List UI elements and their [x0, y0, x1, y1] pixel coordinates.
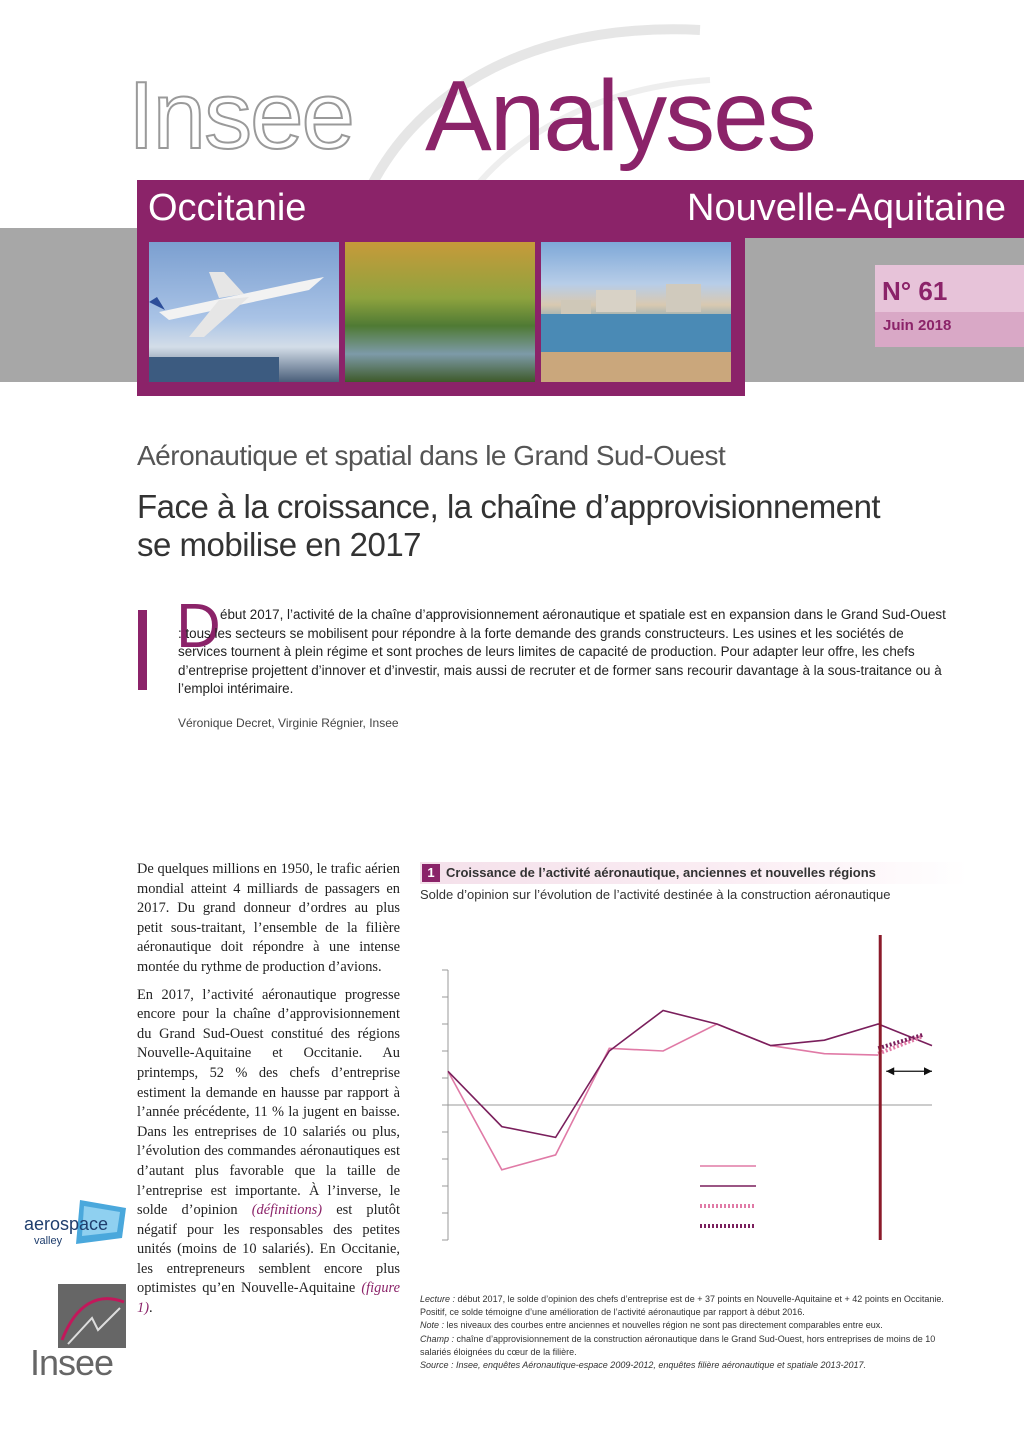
note-champ: [420, 1333, 960, 1359]
figure-title: Croissance de l’activité aéronautique, anciennes et nouvelles régions: [446, 865, 876, 880]
link-definitions[interactable]: (définitions): [251, 1202, 323, 1219]
link-figure-1[interactable]: (figure 1): [137, 1280, 400, 1317]
region-nouvelle-aquitaine: Nouvelle-Aquitaine: [687, 187, 1006, 229]
body-paragraph-1: De quelques millions en 1950, le trafic aérien mondial atteint 4 milliards de passagers en 2017. Du grand donneur d’ordres au plus petit sous-traitant, l’ensemble de la filière aéronautique doit répondre à une intense montée du rythme de production d’avions.: [137, 861, 400, 975]
intro-paragraph: ébut 2017, l’activité de la chaîne d’approvisionnement aéronautique et spatiale est en expansion dans le Grand Sud-Ouest : tous les secteurs se mobilisent pour répondre à la forte demande des grands constructeurs. Les usines et les sociétés de services tournent à plein régime et sont proches de leurs limites de capacité de production. Pour adapter leur offre, les chefs d’entreprise projettent d’innover et d’investir, mais aussi de recruter et de former sans recourir davantage à la sous-traitance ou à l’emploi intérimaire.: [178, 607, 946, 696]
authors-line: Véronique Decret, Virginie Régnier, Insee: [178, 716, 399, 730]
body-paragraph-2-part-b: est plutôt négatif pour les responsables des petites unités (moins de 10 salariés). En Occitanie, les entrepreneurs semblent encore plus optimistes qu’en Nouvelle-Aquitaine: [137, 1202, 400, 1297]
figure-subtitle: Solde d’opinion sur l’évolution de l’activité destinée à la construction aéronautique: [420, 887, 891, 902]
note-source: [420, 1359, 960, 1372]
insee-logo-mark: [58, 1284, 126, 1348]
article-kicker: Aéronautique et spatial dans le Grand Sud-Ouest: [137, 440, 726, 471]
series-line-2: [448, 1011, 932, 1138]
figure-number-badge: 1: [422, 864, 440, 882]
figure-notes: [420, 1293, 960, 1372]
chart-forecast-marker: [880, 935, 932, 1240]
brand-insee: Insee: [128, 62, 353, 169]
series-line-1: [448, 1024, 878, 1170]
note-source-text: Insee, enquêtes Aéronautique-espace 2009-2012, enquêtes filière aéronautique et spatiale 2013-2017.: [453, 1360, 867, 1371]
body-paragraph-2: [137, 986, 400, 1319]
aerospace-logo-line2: valley: [34, 1235, 63, 1247]
photo-autumn-park: [345, 242, 535, 382]
region-occitanie: Occitanie: [148, 187, 307, 229]
issue-date: Juin 2018: [883, 317, 952, 334]
chart-legend: [700, 1166, 756, 1226]
note-lecture: [420, 1293, 960, 1319]
forecast-arrow-head-right: [924, 1067, 932, 1075]
note-champ-label: Champ :: [420, 1333, 455, 1344]
forecast-arrow-head-left: [886, 1067, 894, 1075]
brand-analyses: Analyses: [425, 60, 815, 172]
note-note: [420, 1319, 960, 1332]
note-source-label: Source :: [420, 1360, 454, 1371]
series-line-3: [878, 1036, 923, 1054]
insee-logo-wordmark: Insee: [30, 1342, 114, 1383]
body-paragraph-2-part-c: .: [149, 1300, 153, 1317]
photo-beach: [541, 242, 731, 382]
note-lecture-label: Lecture :: [420, 1294, 456, 1304]
aerospace-logo-line1: aerospace: [24, 1214, 109, 1234]
note-champ-text: chaîne d’approvisionnement de la construction aéronautique dans le Grand Sud-Ouest, hors entreprises de moins de 10 salariés éloignées du cœur de la filière.: [420, 1333, 936, 1357]
note-note-text: les niveaux des courbes entre anciennes et nouvelles région ne sont pas directement comparables entre eux.: [444, 1320, 883, 1331]
article-headline: Face à la croissance, la chaîne d’approvisionnement se mobilise en 2017: [137, 488, 881, 563]
body-column: [137, 860, 400, 1327]
body-paragraph-2-part-a: En 2017, l’activité aéronautique progresse encore pour la chaîne d’approvisionnement du Grand Sud-Ouest constitué des régions Nouvelle-Aquitaine et Occitanie. Au printemps, 52 % des chefs d’entreprise estiment la demande en hausse par rapport à l’année précédente, 11 % la jugent en baisse. Dans les entreprises de 10 salariés ou plus, l’évolution des commandes aéronautiques est d’autant plus favorable que la taille de l’entreprise est importante. À l’inverse, le solde d’opinion: [137, 986, 400, 1219]
chart-axes: [442, 970, 932, 1240]
line-chart: [420, 930, 980, 1250]
intro-dropcap: D: [176, 592, 221, 661]
note-lecture-text: début 2017, le solde d’opinion des chefs d’entreprise est de + 37 points en Nouvelle-Aquitaine et + 42 points en Occitanie. Positif, ce solde témoigne d’une amélioration de l’activité aéronautique par rapport à début 2016.: [420, 1294, 944, 1318]
intro-accent-bar: [138, 610, 147, 690]
chart-series-group: [448, 1011, 932, 1170]
note-note-label: Note :: [420, 1320, 445, 1331]
issue-number: N° 61: [882, 276, 948, 306]
aerospace-valley-logo: [22, 1198, 132, 1258]
photo-airplane: [149, 242, 339, 382]
